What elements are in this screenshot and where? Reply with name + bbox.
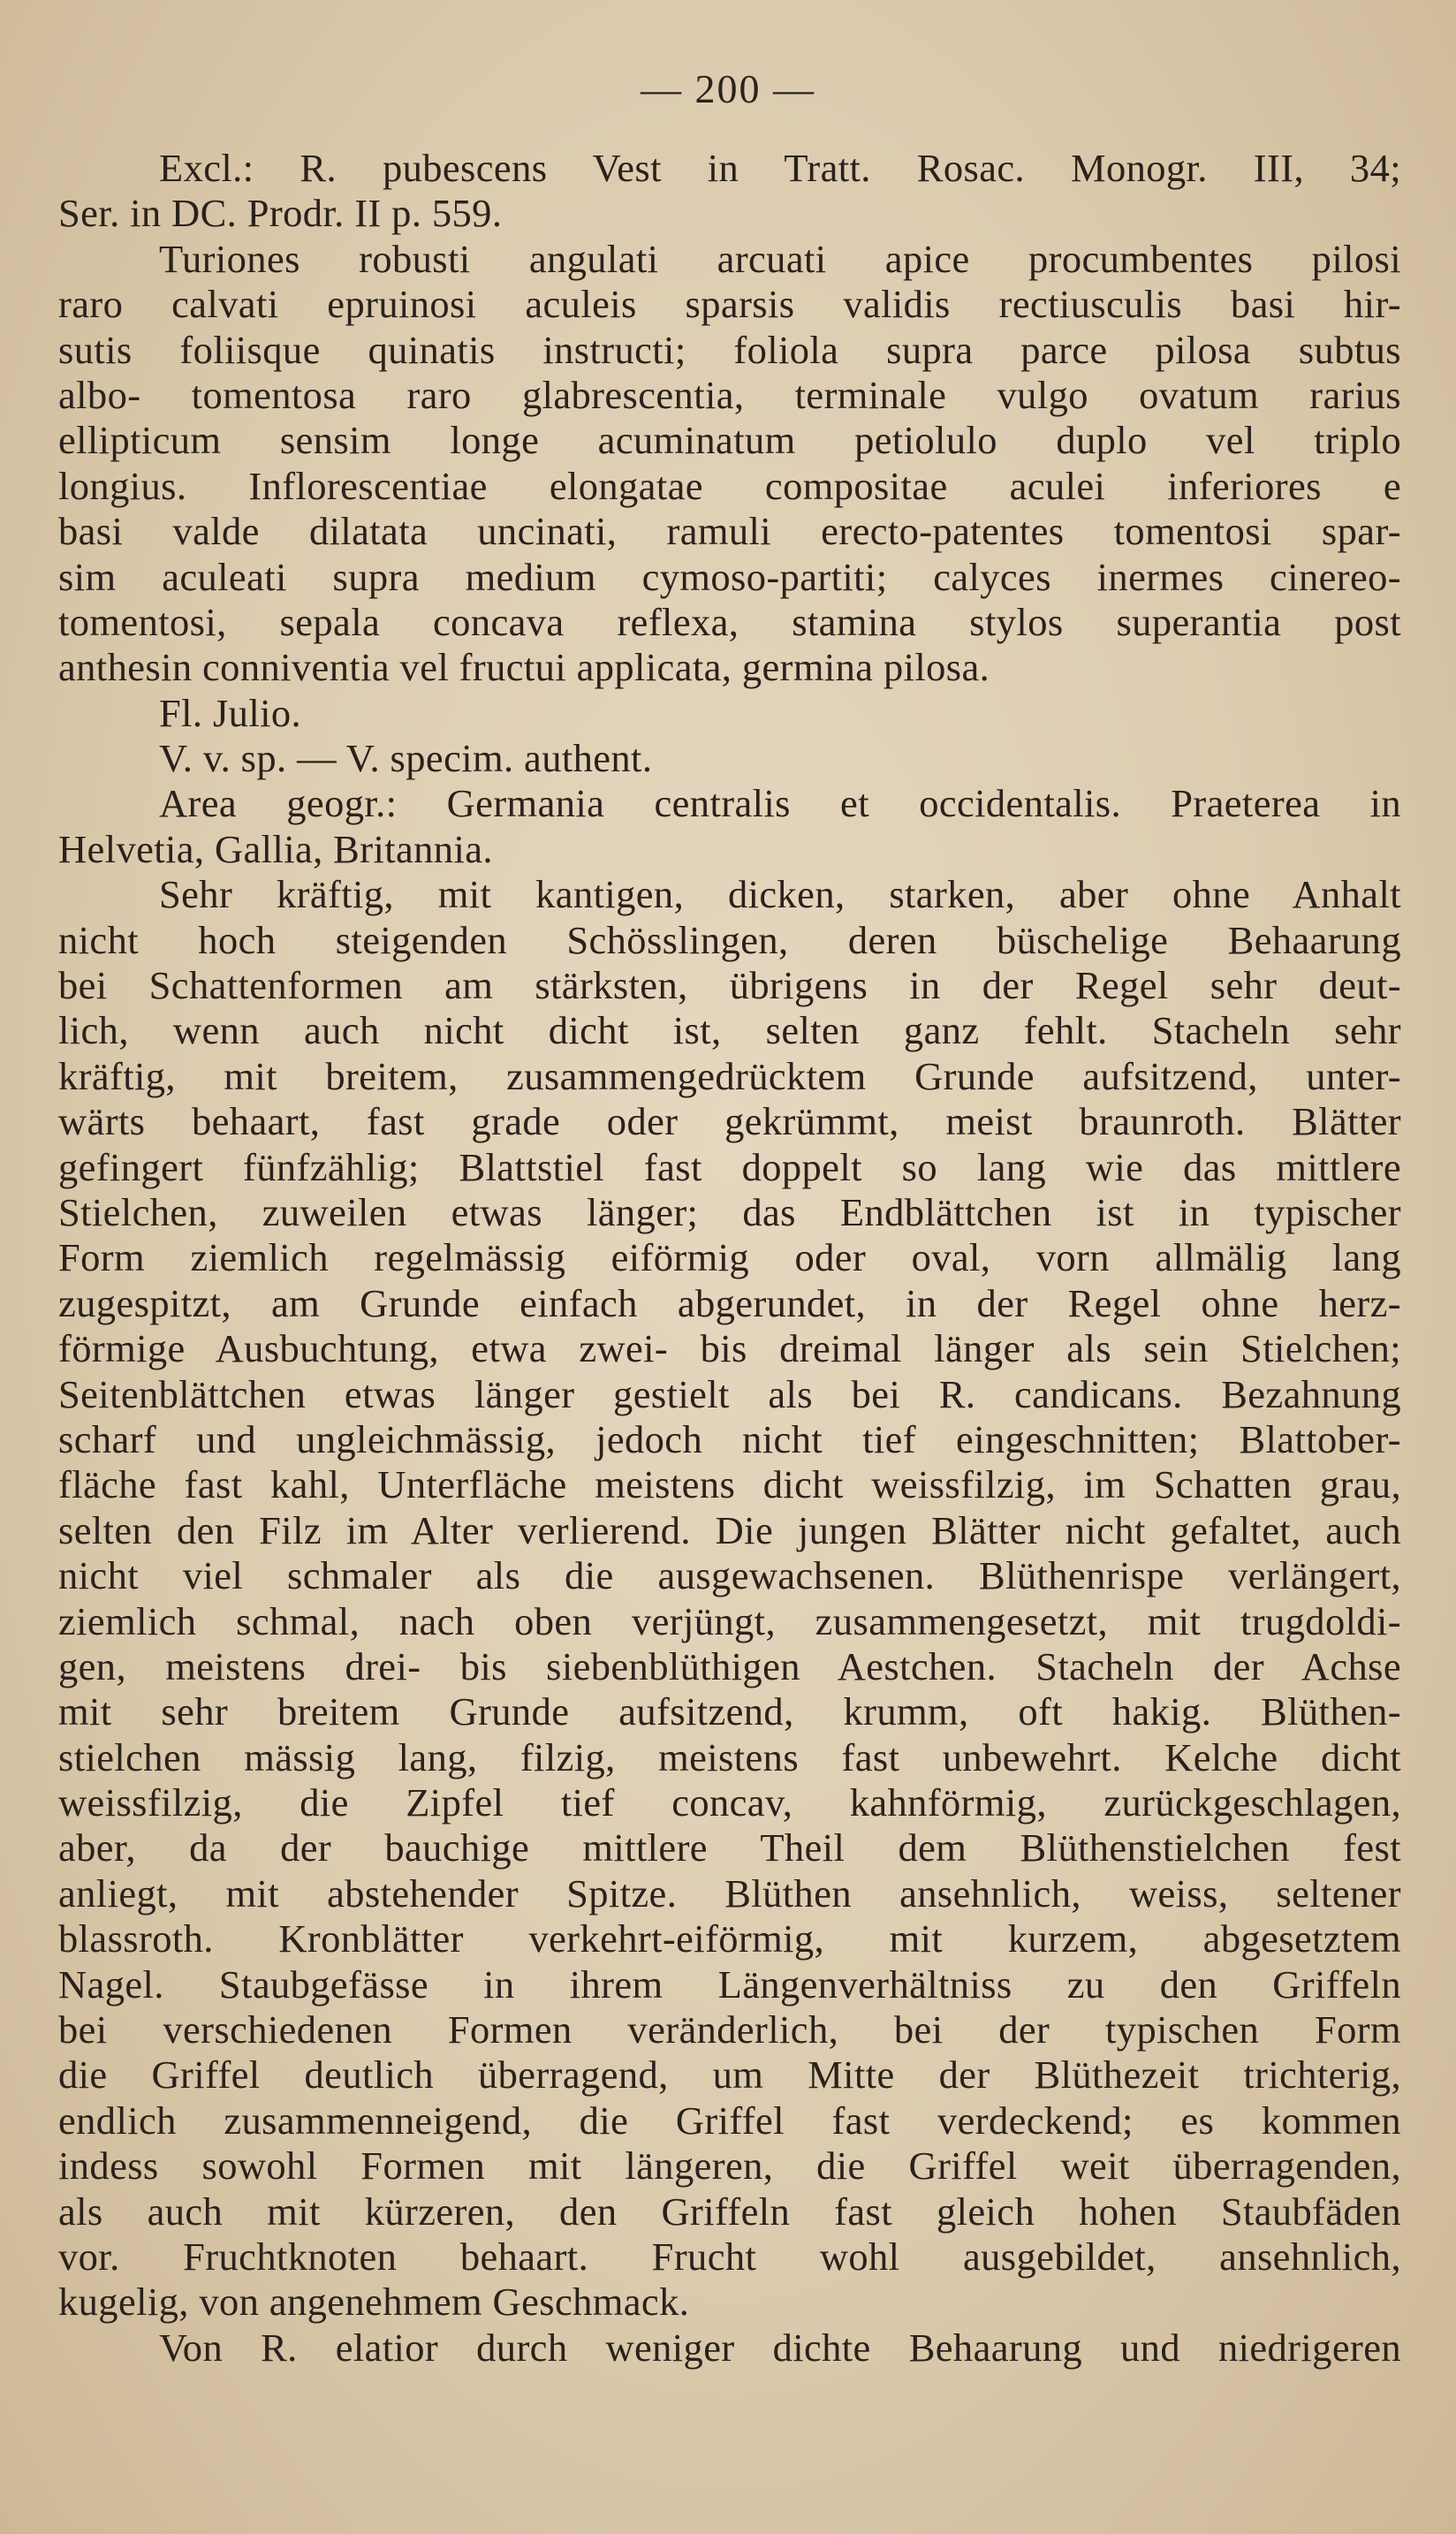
text-line: basi valde dilatata uncinati, ramuli erecto-patentes tomentosi spar- — [58, 509, 1401, 554]
text-line: endlich zusammenneigend, die Griffel fast verdeckend; es kommen — [58, 2098, 1401, 2143]
text-line: albo- tomentosa raro glabrescentia, terminale vulgo ovatum rarius — [58, 372, 1401, 417]
text-line: blassroth. Kronblätter verkehrt-eiförmig, mit kurzem, abgesetztem — [58, 1916, 1401, 1961]
text-line: weissfilzig, die Zipfel tief concav, kahnförmig, zurückgeschlagen, — [58, 1780, 1401, 1825]
text-line: bei verschiedenen Formen veränderlich, bei der typischen Form — [58, 2007, 1401, 2052]
body-text — [58, 146, 1401, 2371]
text-line: tomentosi, sepala concava reflexa, stamina stylos superantia post — [58, 599, 1401, 644]
text-line: longius. Inflorescentiae elongatae compositae aculei inferiores e — [58, 463, 1401, 508]
text-line: sutis foliisque quinatis instructi; foliola supra parce pilosa subtus — [58, 327, 1401, 372]
text-line: Von R. elatior durch weniger dichte Behaarung und niedrigeren — [159, 2325, 1401, 2370]
text-line: als auch mit kürzeren, den Griffeln fast gleich hohen Staubfäden — [58, 2189, 1401, 2234]
text-line: Stielchen, zuweilen etwas länger; das Endblättchen ist in typischer — [58, 1189, 1401, 1234]
text-line: stielchen mässig lang, filzig, meistens fast unbewehrt. Kelche dicht — [58, 1734, 1401, 1779]
page-number: — 200 — — [641, 66, 815, 111]
text-line: V. v. sp. — V. specim. authent. — [159, 736, 653, 781]
text-line: raro calvati epruinosi aculeis sparsis validis rectiusculis basi hir- — [58, 282, 1401, 327]
text-line: wärts behaart, fast grade oder gekrümmt, meist braunroth. Blätter — [58, 1099, 1401, 1144]
text-line: ellipticum sensim longe acuminatum petiolulo duplo vel triplo — [58, 418, 1401, 463]
text-line: gen, meistens drei- bis siebenblüthigen Aestchen. Stacheln der Achse — [58, 1643, 1401, 1688]
text-line: nicht hoch steigenden Schösslingen, deren büschelige Behaarung — [58, 917, 1401, 962]
text-line: Excl.: R. pubescens Vest in Tratt. Rosac. Monogr. III, 34; — [159, 146, 1401, 190]
text-line: lich, wenn auch nicht dicht ist, selten ganz fehlt. Stacheln sehr — [58, 1008, 1401, 1053]
text-line: Sehr kräftig, mit kantigen, dicken, starken, aber ohne Anhalt — [159, 872, 1401, 917]
text-line: bei Schattenformen am stärksten, übrigens in der Regel sehr deut- — [58, 963, 1401, 1008]
text-line: Form ziemlich regelmässig eiförmig oder oval, vorn allmälig lang — [58, 1235, 1401, 1280]
text-line: Nagel. Staubgefässe in ihrem Längenverhältniss zu den Griffeln — [58, 1961, 1401, 2007]
text-line: indess sowohl Formen mit längeren, die Griffel weit überragenden, — [58, 2143, 1401, 2189]
text-line: selten den Filz im Alter verlierend. Die jungen Blätter nicht gefaltet, auch — [58, 1507, 1401, 1552]
text-line: die Griffel deutlich überragend, um Mitte der Blüthezeit trichterig, — [58, 2052, 1401, 2098]
text-line: sim aculeati supra medium cymoso-partiti; calyces inermes cinereo- — [58, 554, 1401, 599]
text-line: förmige Ausbuchtung, etwa zwei- bis dreimal länger als sein Stielchen; — [58, 1326, 1401, 1371]
text-line: mit sehr breitem Grunde aufsitzend, krumm, oft hakig. Blüthen- — [58, 1689, 1401, 1734]
text-line: Turiones robusti angulati arcuati apice procumbentes pilosi — [159, 236, 1401, 281]
text-line: kugelig, von angenehmem Geschmack. — [58, 2280, 690, 2325]
text-line: scharf und ungleichmässig, jedoch nicht tief eingeschnitten; Blattober- — [58, 1416, 1401, 1461]
text-line: zugespitzt, am Grunde einfach abgerundet, in der Regel ohne herz- — [58, 1280, 1401, 1325]
text-line: Ser. in DC. Prodr. II p. 559. — [58, 191, 503, 236]
text-line: Fl. Julio. — [159, 690, 302, 735]
text-line: nicht viel schmaler als die ausgewachsenen. Blüthenrispe verlängert, — [58, 1553, 1401, 1598]
text-line: anthesin conniventia vel fructui applicata, germina pilosa. — [58, 645, 990, 690]
text-line: Area geogr.: Germania centralis et occidentalis. Praeterea in — [159, 781, 1401, 826]
text-line: aber, da der bauchige mittlere Theil dem Blüthenstielchen fest — [58, 1825, 1401, 1870]
text-line: kräftig, mit breitem, zusammengedrücktem Grunde aufsitzend, unter- — [58, 1053, 1401, 1098]
text-line: gefingert fünfzählig; Blattstiel fast doppelt so lang wie das mittlere — [58, 1144, 1401, 1189]
text-line: Helvetia, Gallia, Britannia. — [58, 826, 493, 871]
text-line: vor. Fruchtknoten behaart. Frucht wohl ausgebildet, ansehnlich, — [58, 2234, 1401, 2279]
text-line: ziemlich schmal, nach oben verjüngt, zusammengesetzt, mit trugdoldi- — [58, 1598, 1401, 1643]
text-line: fläche fast kahl, Unterfläche meistens dicht weissfilzig, im Schatten grau, — [58, 1462, 1401, 1507]
text-line: Seitenblättchen etwas länger gestielt als bei R. candicans. Bezahnung — [58, 1371, 1401, 1416]
text-line: anliegt, mit abstehender Spitze. Blüthen ansehnlich, weiss, seltener — [58, 1870, 1401, 1916]
